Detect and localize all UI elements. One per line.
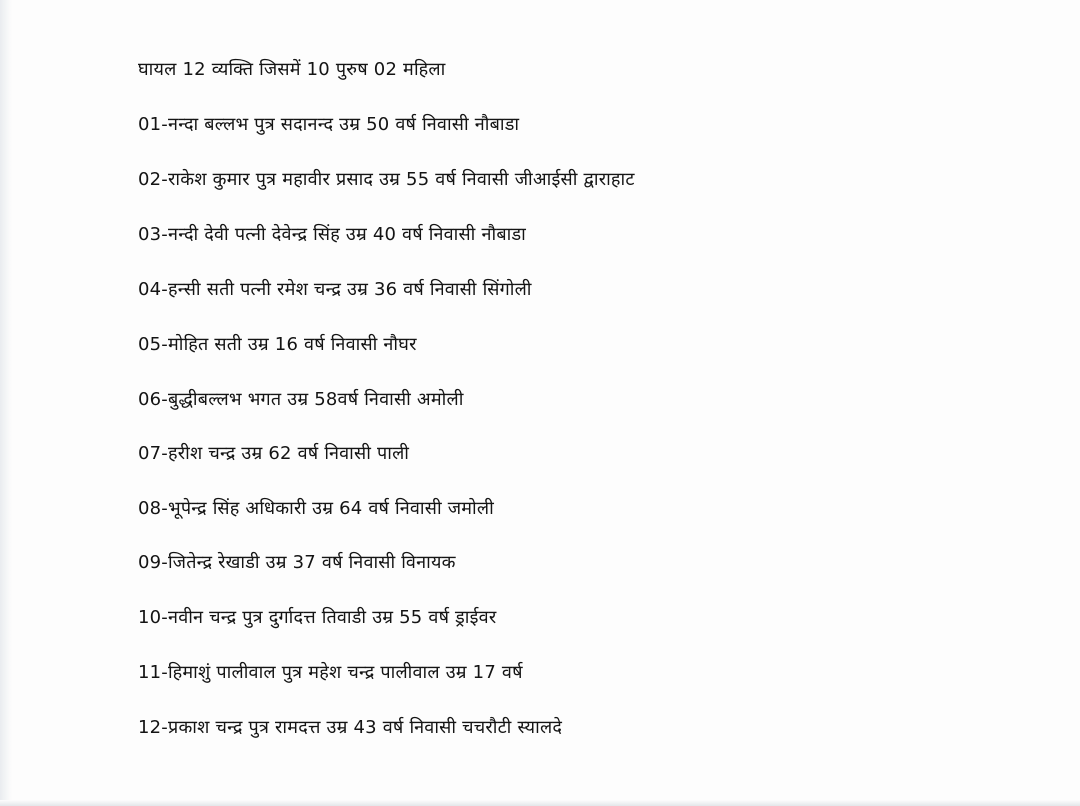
injured-person-entry: 03-नन्दी देवी पत्नी देवेन्द्र सिंह उम्र 40 वर्ष निवासी नौबाडा bbox=[138, 224, 526, 245]
document-heading: घायल 12 व्यक्ति जिसमें 10 पुरुष 02 महिला bbox=[138, 59, 446, 80]
injured-person-entry: 01-नन्दा बल्लभ पुत्र सदानन्द उम्र 50 वर्ष निवासी नौबाडा bbox=[138, 114, 520, 135]
injured-person-entry: 06-बुद्धीबल्लभ भगत उम्र 58वर्ष निवासी अमोली bbox=[138, 389, 464, 410]
injured-person-entry: 09-जितेन्द्र रेखाडी उम्र 37 वर्ष निवासी विनायक bbox=[138, 552, 456, 573]
injured-person-entry: 08-भूपेन्द्र सिंह अधिकारी उम्र 64 वर्ष निवासी जमोली bbox=[138, 498, 494, 519]
injured-person-entry: 12-प्रकाश चन्द्र पुत्र रामदत्त उम्र 43 वर्ष निवासी चचरौटी स्यालदे bbox=[138, 717, 563, 738]
scan-left-edge bbox=[0, 0, 12, 806]
injured-person-entry: 07-हरीश चन्द्र उम्र 62 वर्ष निवासी पाली bbox=[138, 443, 410, 464]
injured-person-entry: 04-हन्सी सती पत्नी रमेश चन्द्र उम्र 36 वर्ष निवासी सिंगोली bbox=[138, 279, 532, 300]
injured-person-entry: 02-राकेश कुमार पुत्र महावीर प्रसाद उम्र 55 वर्ष निवासी जीआईसी द्वाराहाट bbox=[138, 169, 635, 190]
injured-person-entry: 10-नवीन चन्द्र पुत्र दुर्गादत्त तिवाडी उम्र 55 वर्ष ड्राईवर bbox=[138, 607, 497, 628]
injured-person-entry: 11-हिमाशुं पालीवाल पुत्र महेश चन्द्र पालीवाल उम्र 17 वर्ष bbox=[138, 662, 523, 683]
scan-bottom-edge bbox=[0, 800, 1080, 806]
injured-person-entry: 05-मोहित सती उम्र 16 वर्ष निवासी नौघर bbox=[138, 334, 417, 355]
